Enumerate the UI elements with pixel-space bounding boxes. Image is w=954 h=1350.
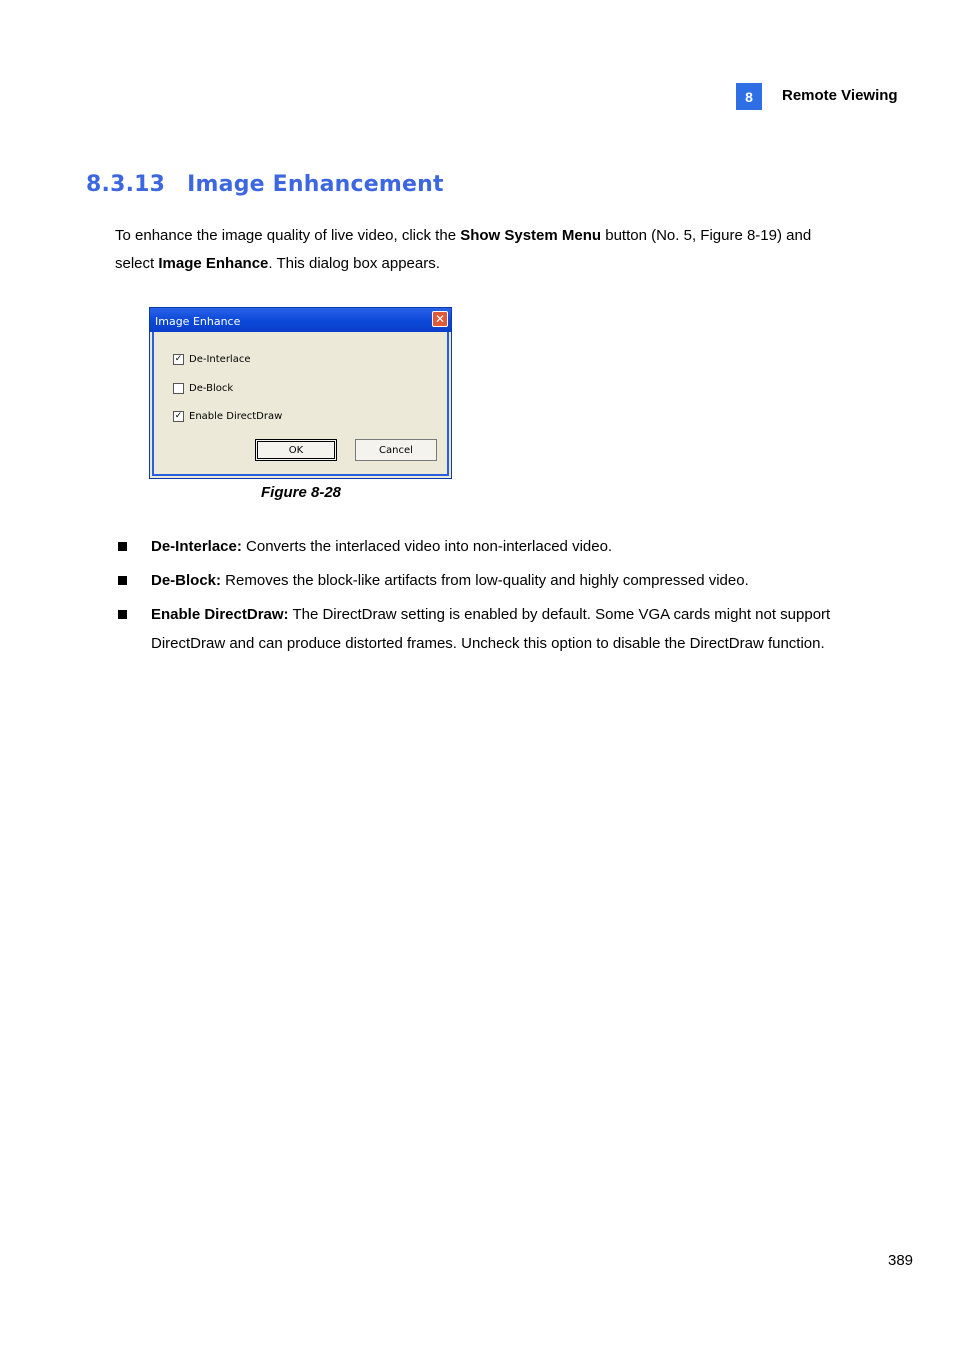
cancel-button[interactable]: Cancel (355, 439, 437, 461)
section-heading (86, 172, 444, 197)
de-interlace-label: De-Interlace (189, 354, 251, 365)
option-de-interlace[interactable] (173, 354, 251, 365)
intro-paragraph (115, 222, 845, 278)
list-item (118, 566, 838, 595)
ok-button[interactable]: OK (255, 439, 337, 461)
list-item (118, 532, 838, 561)
list-item-text: Removes the block-like artifacts from low-quality and highly compressed video. (221, 572, 749, 589)
dialog-titlebar[interactable] (150, 308, 451, 332)
list-item (118, 600, 838, 658)
option-enable-directdraw[interactable] (173, 411, 282, 422)
figure-caption: Figure 8-28 (261, 484, 342, 501)
intro-text-3: . This dialog box appears. (268, 255, 440, 272)
intro-text-2: button (No. 5, Figure 8-19) and select (115, 227, 812, 272)
intro-text-1: To enhance the image quality of live video, click the (115, 227, 461, 244)
de-block-label: De-Block (189, 383, 234, 394)
enable-directdraw-checkbox[interactable]: ✓ (174, 411, 183, 421)
close-icon[interactable]: ✕ (432, 311, 448, 327)
intro-bold-1: Show System Menu (460, 227, 602, 244)
feature-list (118, 532, 838, 663)
list-item-text: The DirectDraw setting is enabled by default. Some VGA cards might not support DirectDraw and can produce distorted frames. Uncheck this option to disable the DirectDraw function. (151, 606, 831, 652)
chapter-badge: 8 (736, 83, 762, 110)
dialog-title: Image Enhance (155, 315, 241, 328)
intro-bold-2: Image Enhance (158, 255, 269, 272)
de-interlace-checkbox[interactable]: ✓ (174, 354, 183, 364)
page-number: 389 (888, 1252, 914, 1269)
list-item-term: Enable DirectDraw: (151, 606, 289, 623)
section-number: 8.3.13 (86, 172, 166, 197)
image-enhance-dialog (149, 307, 452, 479)
list-item-text: Converts the interlaced video into non-interlaced video. (241, 538, 613, 555)
section-title: Image Enhancement (187, 172, 444, 197)
chapter-title: Remote Viewing (782, 87, 898, 104)
option-de-block[interactable] (173, 383, 233, 394)
de-block-checkbox[interactable] (173, 383, 184, 394)
list-item-term: De-Interlace: (151, 538, 242, 555)
enable-directdraw-label: Enable DirectDraw (189, 411, 283, 422)
dialog-body (152, 332, 449, 476)
list-item-term: De-Block: (151, 572, 222, 589)
